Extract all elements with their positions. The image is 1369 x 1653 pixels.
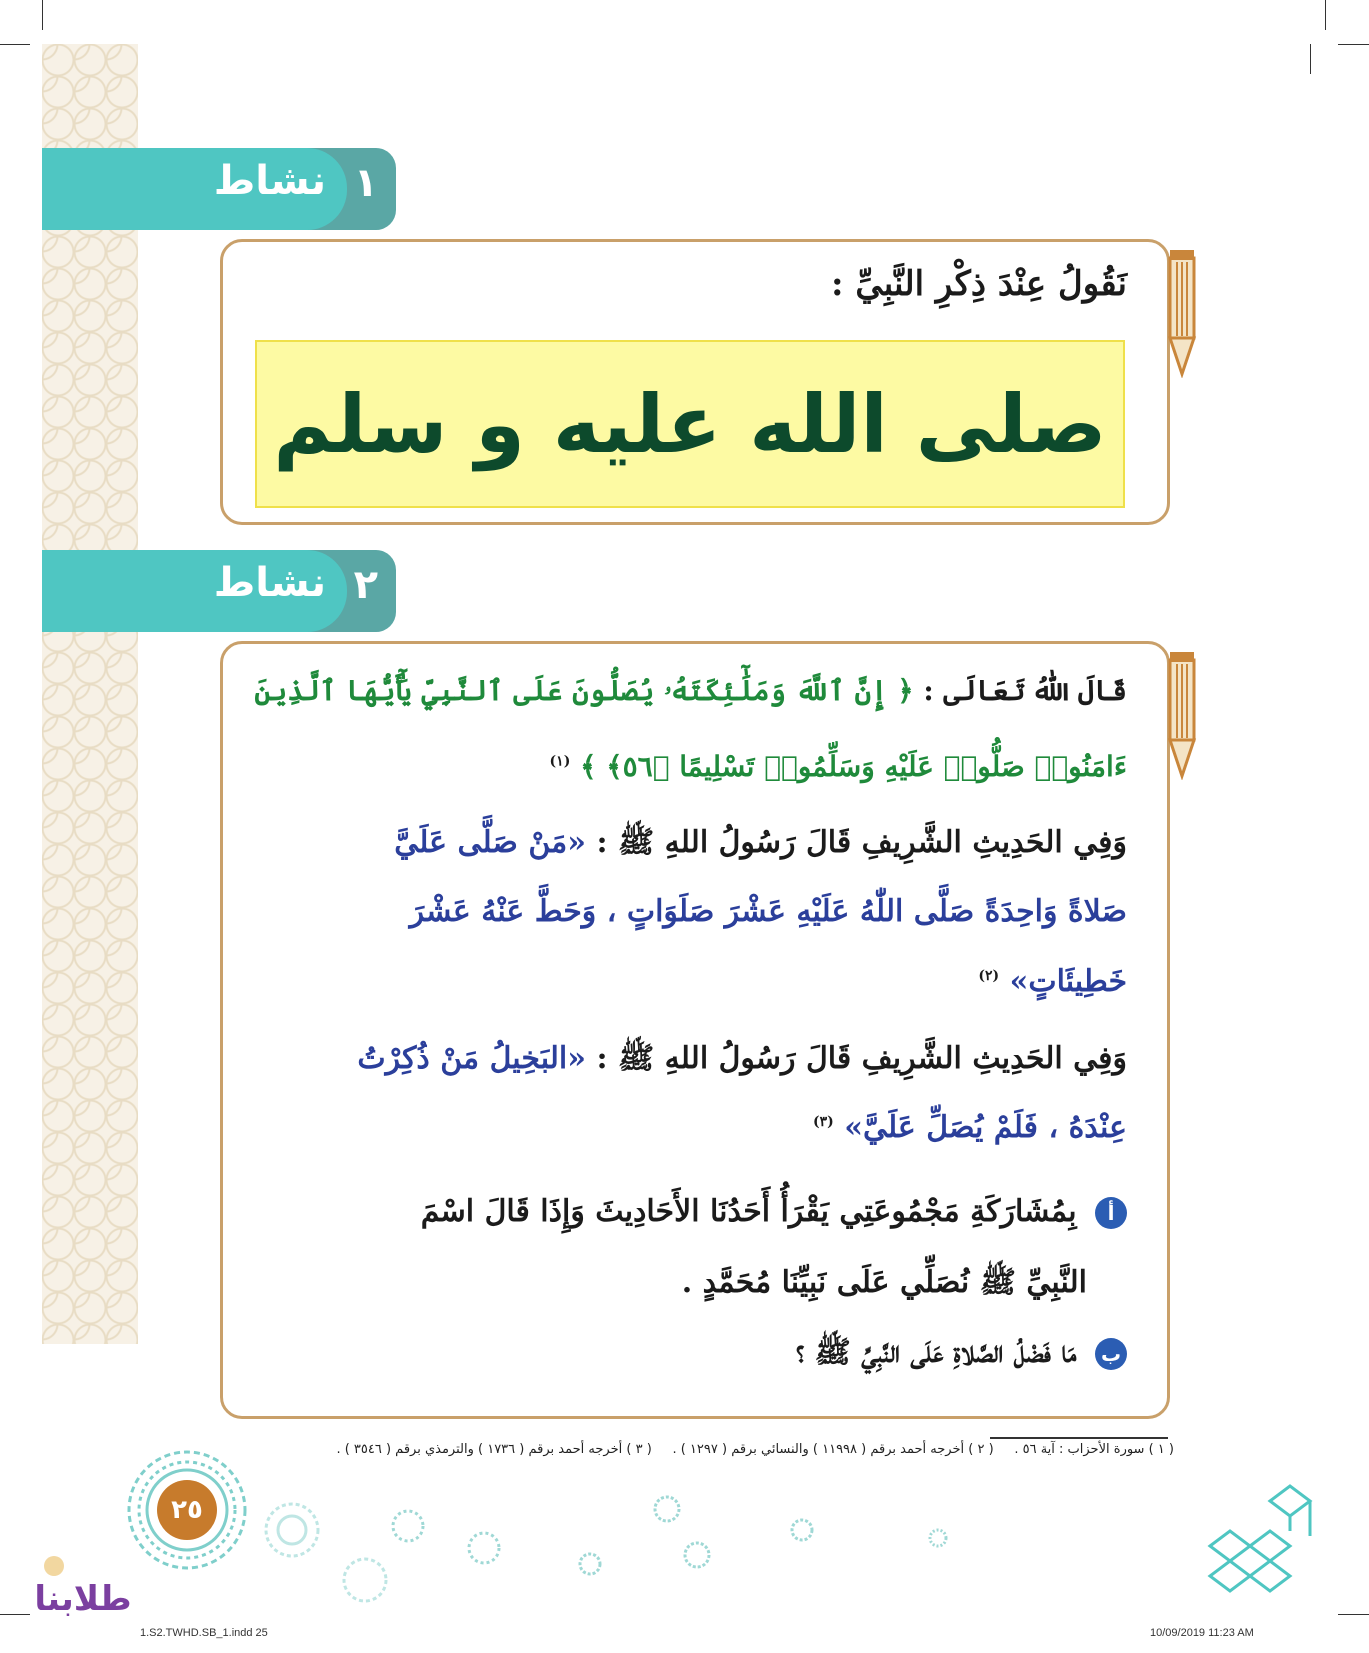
rosette-icon [390, 1508, 426, 1544]
footnote-rule [990, 1437, 1168, 1439]
hadith-2-text-b: عِنْدَهُ ، فَلَمْ يُصَلِّ عَلَيَّ» [844, 1110, 1127, 1145]
page-number: ٢٥ [157, 1480, 217, 1540]
activity-1-box [220, 239, 1170, 525]
logo [28, 1544, 138, 1624]
rosette-icon [340, 1555, 390, 1605]
crop-mark [1310, 44, 1311, 74]
crop-mark [0, 44, 30, 45]
crop-mark [42, 0, 43, 30]
hadith-2-line-2 [251, 1110, 1127, 1145]
question-b-badge: ب [1095, 1338, 1127, 1370]
question-a-badge: أ [1095, 1197, 1127, 1229]
activity-1-intro: نَقُولُ عِنْدَ ذِكْرِ النَّبِيِّ : [831, 264, 1127, 304]
hadith-1-line-1 [251, 824, 1127, 867]
quran-intro: قَالَ اللّٰهُ تَعَالَى : [923, 674, 1127, 707]
question-a-line-2: النَّبِيِّ ﷺ نُصَلِّي عَلَى نَبِيِّنَا مُحَمَّدٍ . [681, 1265, 1087, 1300]
quran-verse-1: ﴿ إِنَّ ٱللَّهَ وَمَلَٰٓئِكَتَهُۥ يُصَلُّونَ عَلَى ٱلنَّبِيِّ يَٰٓأَيُّهَا ٱلَّذِينَ [254, 674, 914, 707]
hadith-1-line-2: صَلاةً وَاحِدَةً صَلَّى اللّٰهُ عَلَيْهِ عَشْرَ صَلَوَاتٍ ، وَحَطَّ عَنْهُ عَشْرَ [409, 894, 1127, 929]
footnote-3: ( ٣ ) أخرجه أحمد برقم ( ١٧٣٦ ) والترمذي برقم ( ٣٥٤٦ ) . [336, 1442, 652, 1457]
hadith-2-line-1 [251, 1040, 1127, 1083]
rosette-icon [262, 1500, 322, 1560]
hadith-1-text-c: خَطِيئَاتٍ» [1009, 964, 1127, 999]
rosette-icon [652, 1494, 682, 1524]
footnote-ref-3: (٣) [812, 1114, 834, 1130]
corner-geometric-icon [1190, 1476, 1320, 1606]
logo-icon [28, 1544, 138, 1624]
question-b-text: مَا فَضْلُ الصَّلاةِ عَلَى النَّبِيِّ ﷺ ؟ [795, 1335, 1077, 1370]
page-number-rosette [122, 1445, 252, 1575]
quran-verse-2: ءَامَنُوا۟ صَلُّوا۟ عَلَيْهِ وَسَلِّمُوا۟ تَسْلِيمًا ﴿٥٦﴾ ﴾ [580, 750, 1127, 783]
salawat-text: صلى الله عليه و سلم [273, 377, 1107, 471]
activity-2-number: ٢ [353, 562, 378, 608]
rosette-icon [682, 1540, 712, 1570]
slug-file: 1.S2.TWHD.SB_1.indd 25 [140, 1627, 268, 1639]
rosette-icon [578, 1552, 602, 1576]
rosette-icon [466, 1530, 502, 1566]
crop-mark [1338, 44, 1369, 45]
footnote-2: ( ٢ ) أخرجه أحمد برقم ( ١١٩٩٨ ) والنسائي برقم ( ١٢٩٧ ) . [672, 1442, 994, 1457]
pencil-icon [1167, 248, 1197, 378]
hadith-1-intro: وَفِي الحَدِيثِ الشَّرِيفِ قَالَ رَسُولُ اللهِ ﷺ : [596, 825, 1127, 860]
activity-2-box [220, 641, 1170, 1419]
footnote-ref-1: (١) [549, 753, 571, 770]
hadith-2-text-a: «البَخِيلُ مَنْ ذُكِرْتُ [357, 1041, 586, 1076]
rosette-icon [790, 1518, 814, 1542]
side-ornament [42, 44, 138, 1344]
hadith-1-line-3 [251, 964, 1127, 999]
activity-2-label: نشاط [213, 560, 326, 606]
question-a-text-1: بِمُشَارَكَةِ مَجْمُوعَتِي يَقْرَأُ أَحَدُنَا الأَحَادِيثَ وَإِذَا قَالَ اسْمَ [420, 1194, 1077, 1229]
footnote-ref-2: (٢) [978, 968, 1000, 984]
crop-mark [1338, 1614, 1369, 1615]
activity-1-number: ١ [353, 160, 378, 206]
pencil-icon [1167, 650, 1197, 780]
footnotes [214, 1442, 1174, 1457]
slug-datetime: 10/09/2019 11:23 AM [1150, 1627, 1254, 1639]
quran-line-1 [251, 674, 1127, 708]
crop-mark [0, 1614, 30, 1615]
salawat-box [255, 340, 1125, 508]
logo-text: طلابنا [34, 1579, 132, 1619]
hadith-1-text-a: «مَنْ صَلَّى عَلَيَّ [394, 825, 586, 860]
activity-1-label: نشاط [213, 158, 326, 204]
crop-mark [1325, 0, 1326, 30]
question-b-line [251, 1334, 1127, 1377]
activity-2-banner [42, 550, 396, 632]
hadith-2-intro: وَفِي الحَدِيثِ الشَّرِيفِ قَالَ رَسُولُ اللهِ ﷺ : [596, 1041, 1127, 1076]
question-a-line-1 [251, 1194, 1127, 1229]
quran-line-2 [251, 750, 1127, 783]
rosette-icon [928, 1528, 948, 1548]
activity-1-banner [42, 148, 396, 230]
footnote-1: ( ١ ) سورة الأحزاب : آية ٥٦ . [1014, 1442, 1174, 1457]
